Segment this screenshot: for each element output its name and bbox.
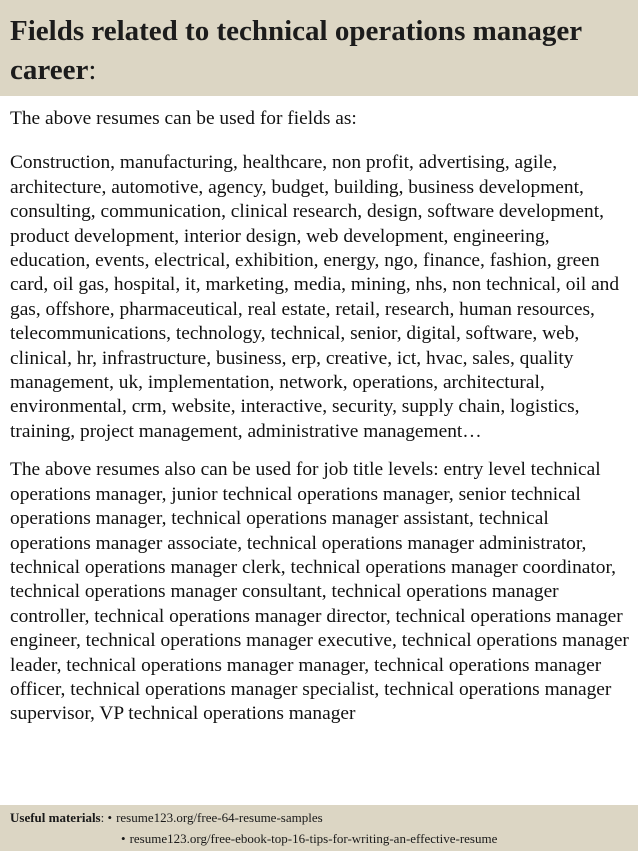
job-levels-paragraph: The above resumes also can be used for job title levels: entry level technical operations manager, junior technical operations manager, senior technical operations manager, technical operations manager assistant, technical operations manager associate, technical operations manager administrator, technical operations manager clerk, technical operations manager coordinator, technical operations manager consultant, technical operations manager controller, technical operations manager director, technical operations manager engineer, technical operations manager executive, technical operations manager leader, technical operations manager manager, technical operations manager officer, technical operations manager specialist, technical operations manager supervisor, VP technical operations manager [10,459,629,725]
footer-row-1 [10,808,323,827]
main-content [10,107,632,805]
footer-row-2 [121,829,497,848]
footer-link-1[interactable]: resume123.org/free-64-resume-samples [116,810,323,825]
footer-link-2[interactable]: resume123.org/free-ebook-top-16-tips-for-writing-an-effective-resume [129,831,498,846]
page-title-colon: : [88,54,97,86]
useful-materials-label: Useful materials [10,810,101,825]
fields-paragraph: Construction, manufacturing, healthcare, non profit, advertising, agile, architecture, automotive, agency, budget, building, business development, consulting, communication, clinical research, design, software development, product development, interior design, web development, engineering, education, events, electrical, exhibition, energy, ngo, finance, fashion, green card, oil gas, hospital, it, marketing, media, mining, nhs, non technical, oil and gas, offshore, pharmaceutical, real estate, retail, research, human resources, telecommunications, technology, technical, senior, digital, software, web, clinical, hr, infrastructure, business, erp, creative, ict, hvac, sales, quality management, uk, implementation, network, operations, architectural, environmental, crm, website, interactive, security, supply chain, logistics, training, project management, administrative management… [10,152,620,442]
page-title-text: Fields related to technical operations manager career [10,15,582,86]
bullet-icon: • [107,810,113,825]
bullet-icon: • [121,831,126,846]
footer-bar [0,805,638,851]
intro-paragraph: The above resumes can be used for fields as: [10,108,357,129]
useful-materials-colon: : [100,810,105,825]
page-title [10,12,630,90]
title-bar [0,0,638,96]
